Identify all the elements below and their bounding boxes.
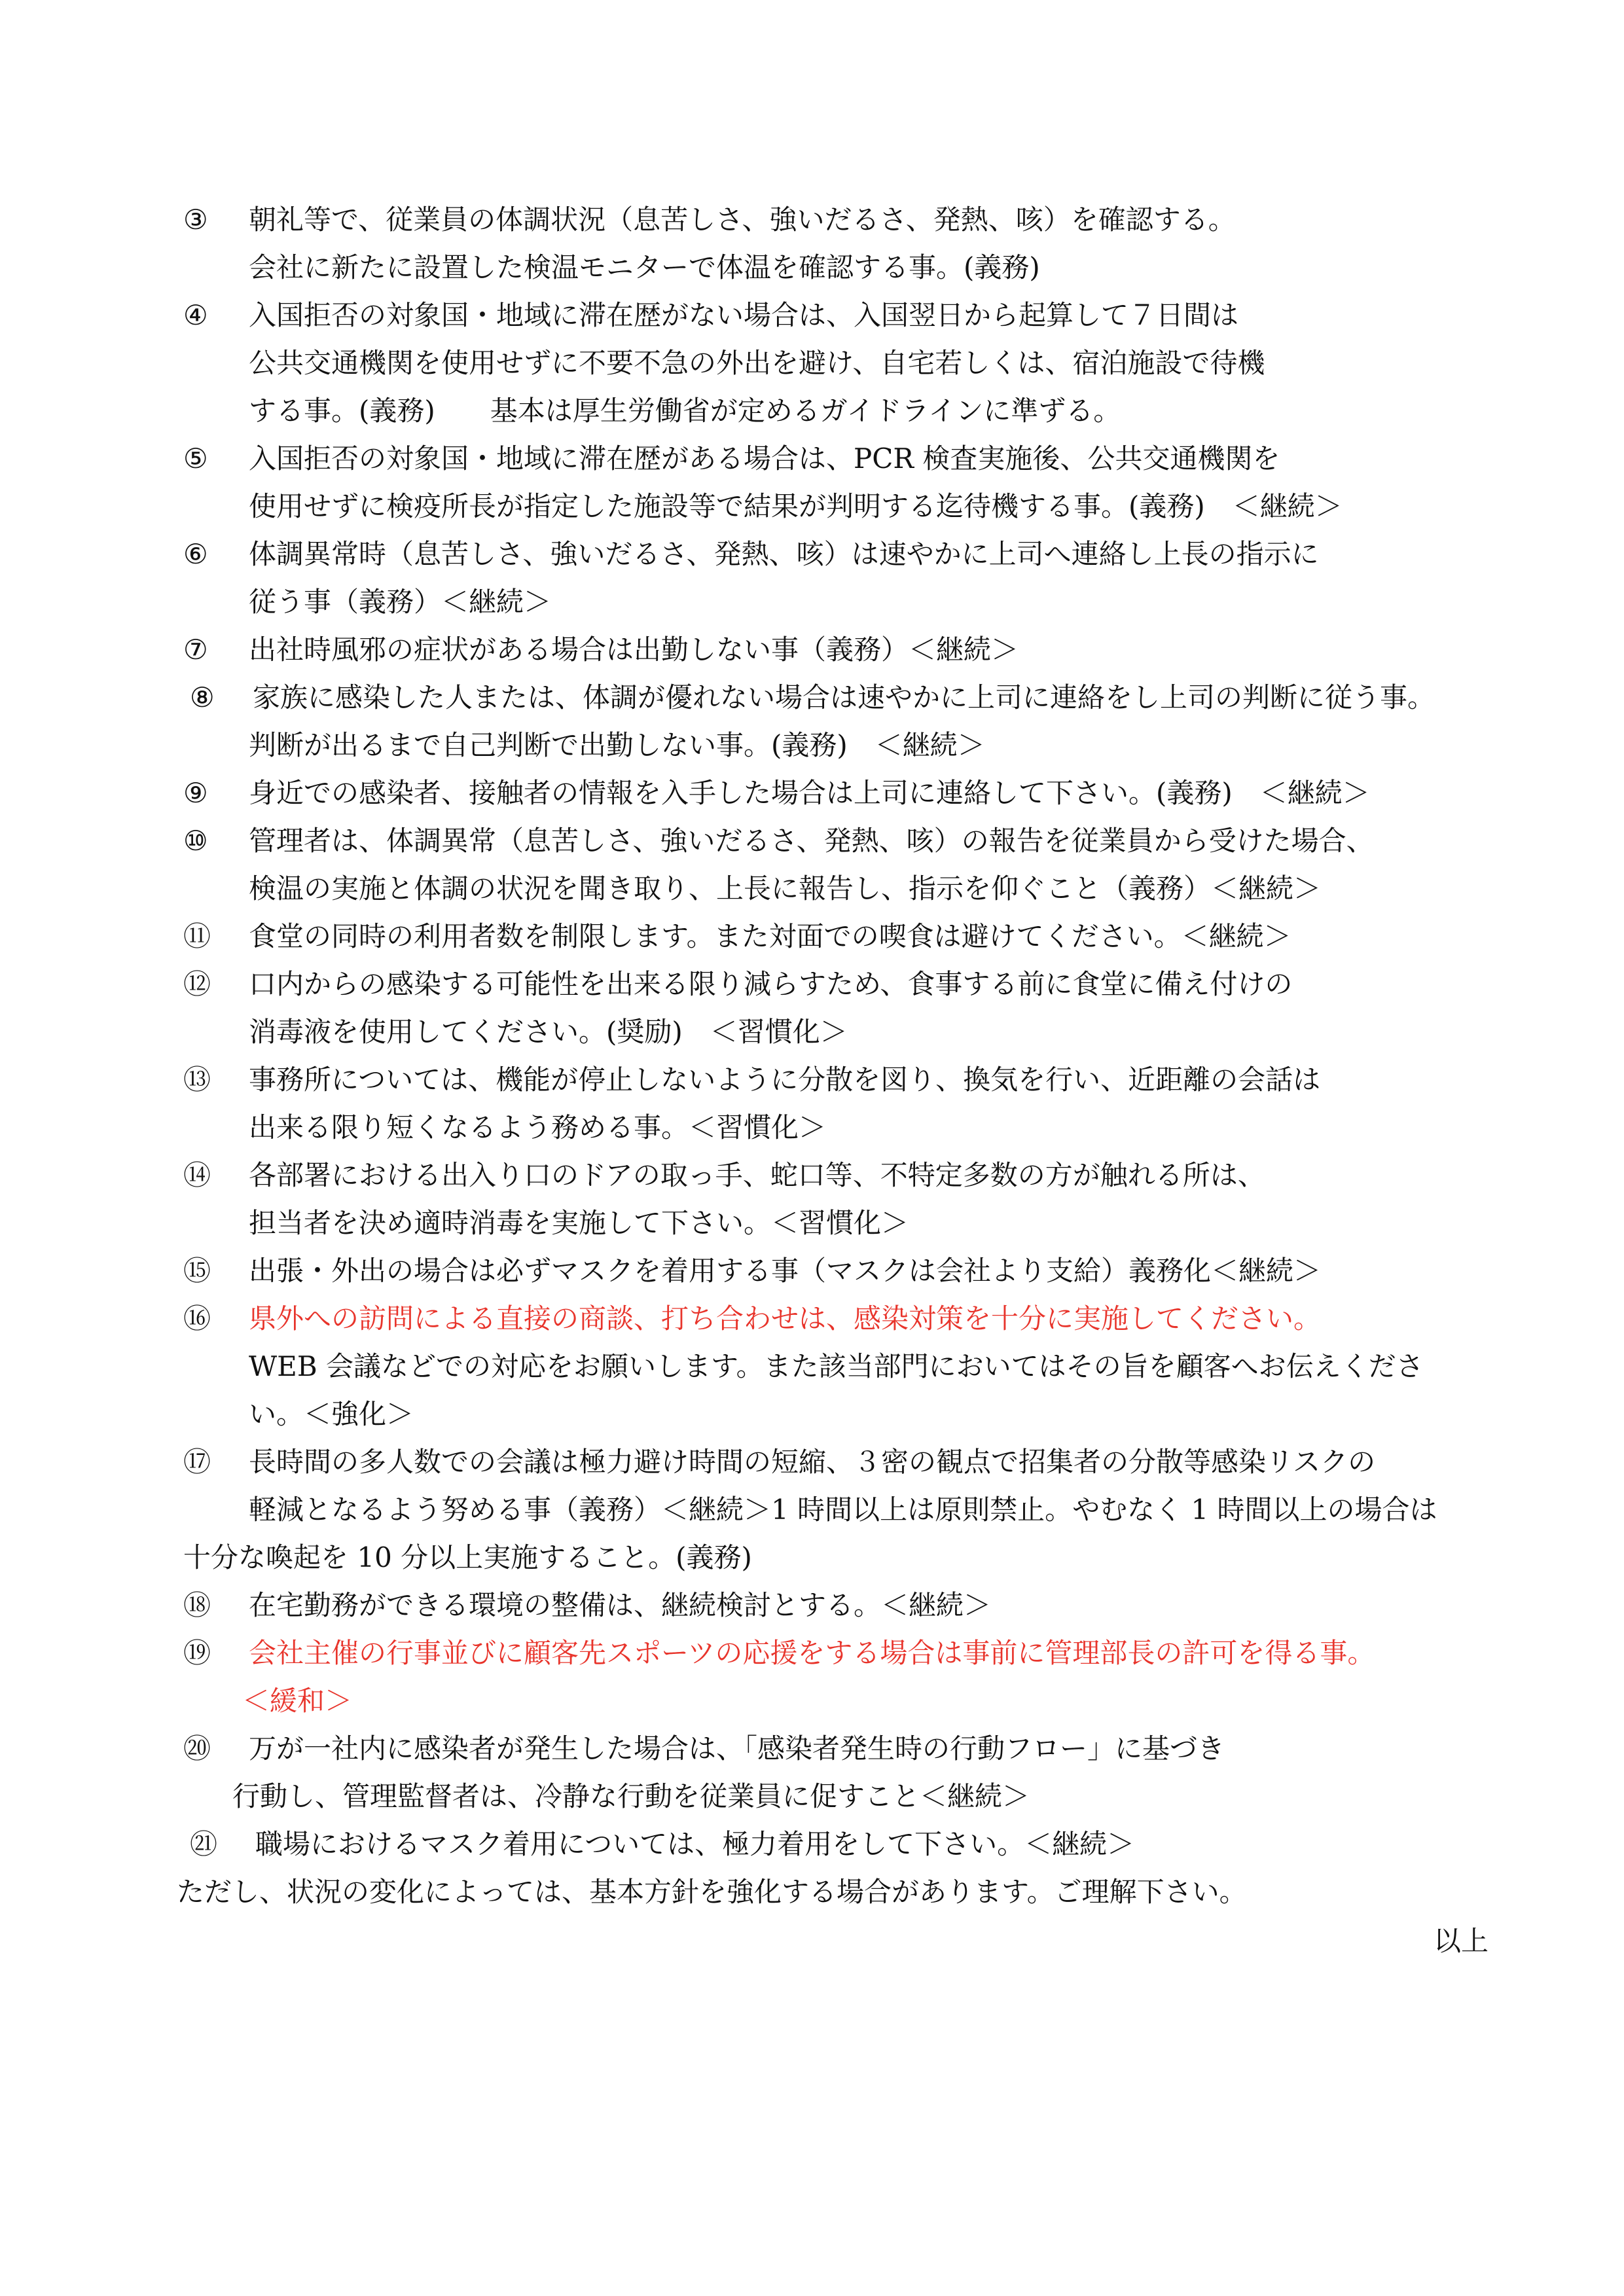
- item-number: ⑩: [183, 825, 208, 857]
- item-text: 管理者は、体調異常（息苦しさ、強いだるさ、発熱、咳）の報告を従業員から受けた場合、: [249, 825, 1374, 857]
- item-text: 食堂の同時の利用者数を制限します。また対面での喫食は避けてください。＜継続＞: [249, 920, 1291, 952]
- item-number: ⑫: [183, 968, 211, 1000]
- item-text: 万が一社内に感染者が発生した場合は、「感染者発生時の行動フロー」に基づき: [249, 1732, 1225, 1765]
- item-text: 事務所については、機能が停止しないように分散を図り、換気を行い、近距離の会話は: [249, 1064, 1321, 1096]
- closing-note: ただし、状況の変化によっては、基本方針を強化する場合があります。ご理解下さい。: [177, 1876, 1247, 1908]
- item-text-continued: 消毒液を使用してください。(奨励) ＜習慣化＞: [249, 1016, 848, 1048]
- item-text-continued: 会社に新たに設置した検温モニターで体温を確認する事。(義務): [249, 251, 1040, 283]
- item-text-continued: 軽減となるよう努める事（義務）＜継続＞1 時間以上は原則禁止。やむなく 1 時間以上の場合は: [249, 1494, 1437, 1526]
- item-number: ⑨: [183, 777, 208, 809]
- item-text-highlighted: 県外への訪問による直接の商談、打ち合わせは、感染対策を十分に実施してください。: [249, 1302, 1322, 1335]
- item-text-continued: 従う事（義務）＜継続＞: [249, 586, 552, 618]
- item-number: ⑮: [183, 1255, 211, 1287]
- item-number: ⑯: [183, 1302, 211, 1335]
- signoff: 以上: [1434, 1925, 1489, 1957]
- item-number: ⑰: [183, 1446, 211, 1478]
- item-text-continued: 十分な喚起を 10 分以上実施すること。(義務): [183, 1541, 752, 1573]
- item-text: 出社時風邪の症状がある場合は出勤しない事（義務）＜継続＞: [249, 634, 1019, 666]
- item-text: 身近での感染者、接触者の情報を入手した場合は上司に連絡して下さい。(義務) ＜継続＞: [249, 777, 1370, 809]
- item-number: ⑱: [183, 1589, 211, 1621]
- item-text: 家族に感染した人または、体調が優れない場合は速やかに上司に連絡をし上司の判断に従う事。: [253, 681, 1435, 713]
- item-text-continued: 担当者を決め適時消毒を実施して下さい。＜習慣化＞: [249, 1207, 909, 1239]
- item-text: 各部署における出入り口のドアの取っ手、蛇口等、不特定多数の方が触れる所は、: [249, 1159, 1265, 1191]
- item-text-highlighted-continued: ＜緩和＞: [242, 1685, 353, 1717]
- item-text-continued: WEB 会議などでの対応をお願いします。また該当部門においてはその旨を顧客へお伝えくださ: [249, 1350, 1424, 1382]
- item-text-highlighted: 会社主催の行事並びに顧客先スポーツの応援をする場合は事前に管理部長の許可を得る事。: [249, 1637, 1375, 1669]
- item-number: ⑥: [183, 538, 208, 570]
- item-number: ③: [183, 204, 208, 236]
- item-text: 職場におけるマスク着用については、極力着用をして下さい。＜継続＞: [255, 1828, 1135, 1860]
- item-number: ⑪: [183, 920, 211, 952]
- item-text-continued: 使用せずに検疫所長が指定した施設等で結果が判明する迄待機する事。(義務) ＜継続＞: [249, 490, 1343, 522]
- item-text: 体調異常時（息苦しさ、強いだるさ、発熱、咳）は速やかに上司へ連絡し上長の指示に: [249, 538, 1319, 570]
- item-number: ⑧: [190, 681, 215, 713]
- item-number: ㉑: [190, 1828, 218, 1860]
- item-number: ⑤: [183, 442, 208, 475]
- item-text: 入国拒否の対象国・地域に滞在歴がない場合は、入国翌日から起算して７日間は: [249, 299, 1239, 331]
- item-text: 長時間の多人数での会議は極力避け時間の短縮、３密の観点で招集者の分散等感染リスクの: [249, 1446, 1376, 1478]
- item-number: ⑦: [183, 634, 208, 666]
- item-text: 入国拒否の対象国・地域に滞在歴がある場合は、PCR 検査実施後、公共交通機関を: [249, 442, 1280, 475]
- item-text: 朝礼等で、従業員の体調状況（息苦しさ、強いだるさ、発熱、咳）を確認する。: [249, 204, 1236, 236]
- item-text: 口内からの感染する可能性を出来る限り減らすため、食事する前に食堂に備え付けの: [249, 968, 1293, 1000]
- item-text-continued: 公共交通機関を使用せずに不要不急の外出を避け、自宅若しくは、宿泊施設で待機: [249, 347, 1265, 379]
- item-number: ④: [183, 299, 208, 331]
- item-number: ⑭: [183, 1159, 211, 1191]
- item-text-continued: 検温の実施と体調の状況を聞き取り、上長に報告し、指示を仰ぐこと（義務）＜継続＞: [249, 872, 1322, 905]
- item-text: 在宅勤務ができる環境の整備は、継続検討とする。＜継続＞: [249, 1589, 992, 1621]
- item-text-continued: 出来る限り短くなるよう務める事。＜習慣化＞: [249, 1111, 827, 1143]
- item-text-continued: する事。(義務) 基本は厚生労働省が定めるガイドラインに準ずる。: [249, 395, 1121, 427]
- item-number: ⑲: [183, 1637, 211, 1669]
- item-number: ⑳: [183, 1732, 211, 1765]
- item-text-continued: 判断が出るまで自己判断で出勤しない事。(義務) ＜継続＞: [249, 729, 985, 761]
- item-text-continued: い。＜強化＞: [249, 1398, 414, 1430]
- item-text-continued: 行動し、管理監督者は、冷静な行動を従業員に促すこと＜継続＞: [232, 1780, 1030, 1812]
- item-text: 出張・外出の場合は必ずマスクを着用する事（マスクは会社より支給）義務化＜継続＞: [249, 1255, 1322, 1287]
- item-number: ⑬: [183, 1064, 211, 1096]
